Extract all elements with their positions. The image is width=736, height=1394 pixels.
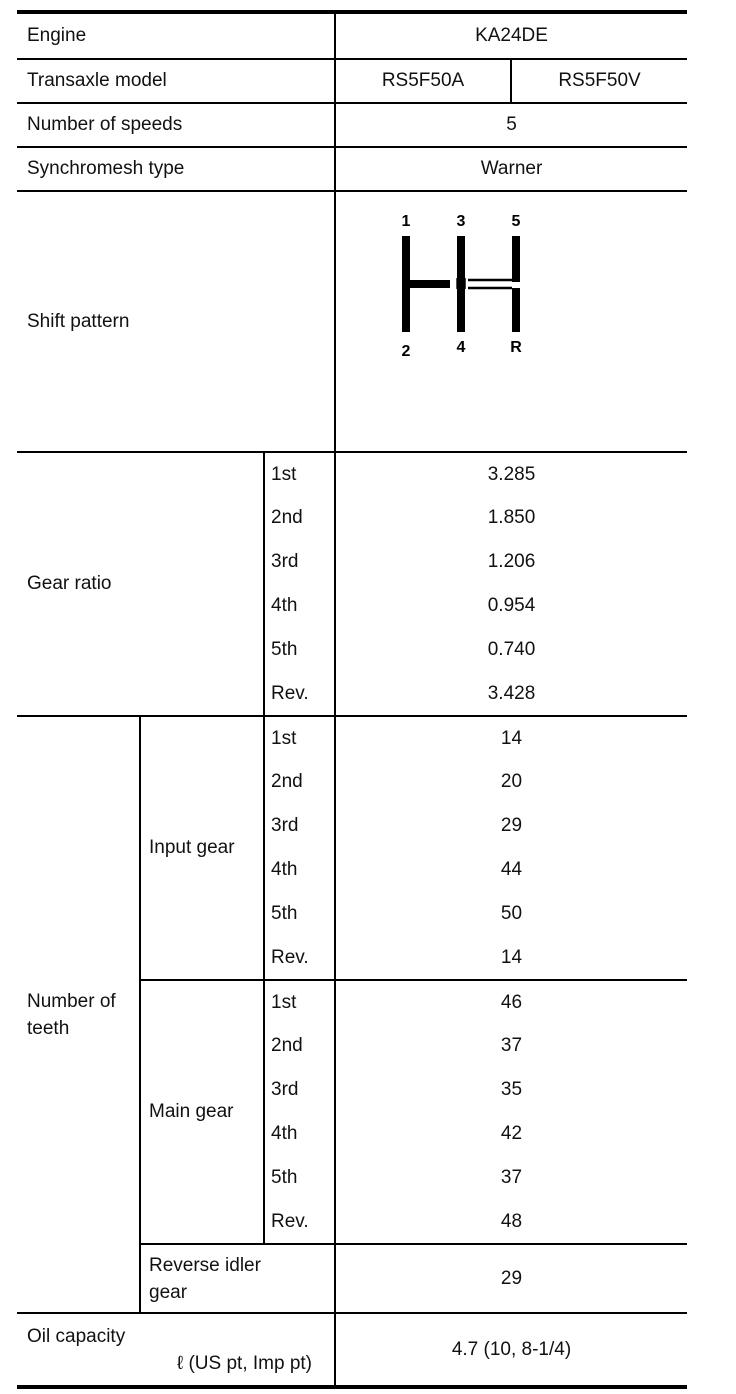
gear-ratio-gear: 5th [264, 628, 335, 672]
gear-r-label: R [510, 339, 522, 356]
gear-slot-1-2 [402, 236, 410, 332]
main-gear-value: 37 [500, 1035, 523, 1056]
gear-3-label: 3 [456, 213, 466, 230]
main-gear-value: 42 [500, 1123, 523, 1144]
main-gear-value: 37 [500, 1167, 523, 1188]
main-gear-value: 46 [335, 980, 687, 1024]
main-gear-gear: 4th [264, 1112, 335, 1156]
oil-capacity-label [17, 1313, 335, 1387]
main-gear-value: 35 [500, 1079, 523, 1100]
gear-ratio-value: 1.206 [487, 551, 536, 572]
neutral-label: N [455, 276, 467, 293]
oil-capacity-row [17, 1313, 687, 1387]
specifications-table [17, 10, 687, 1389]
main-gear-gear: 1st [264, 980, 335, 1024]
input-gear-gear: 3rd [264, 804, 335, 848]
main-gear-gear: 3rd [264, 1068, 335, 1112]
input-gear-value: 20 [500, 771, 523, 792]
gear-ratio-value: 1.850 [487, 507, 536, 528]
speeds-label: Number of speeds [17, 103, 335, 147]
synchromesh-value: Warner [335, 147, 687, 191]
main-gear-gear: 2nd [264, 1024, 335, 1068]
gear-slot-r [512, 288, 520, 332]
reverse-idler-label [140, 1244, 335, 1313]
oil-capacity-title: Oil capacity [27, 1325, 126, 1347]
gear-ratio-gear: 2nd [264, 496, 335, 540]
reverse-idler-line1: Reverse idler [149, 1254, 261, 1276]
oil-capacity-value: 4.7 (10, 8-1/4) [335, 1313, 687, 1387]
input-gear-gear: 2nd [264, 760, 335, 804]
gear-ratio-value: 0.740 [487, 639, 536, 660]
shift-pattern-cell [335, 191, 687, 452]
oil-capacity-unit: ℓ (US pt, Imp pt) [177, 1352, 312, 1374]
shift-pattern-row [17, 191, 687, 452]
synchromesh-label: Synchromesh type [17, 147, 335, 191]
input-gear-value: 50 [500, 903, 523, 924]
input-gear-value: 14 [500, 946, 523, 968]
input-gear-label: Input gear [140, 716, 264, 980]
number-of-teeth-label [17, 716, 140, 1313]
gear-ratio-gear: Rev. [264, 672, 335, 716]
gear-slot-5 [512, 236, 520, 282]
main-gear-gear: 5th [264, 1156, 335, 1200]
engine-label: Engine [17, 12, 335, 59]
number-of-teeth-line1: Number of [27, 990, 116, 1012]
speeds-row [17, 103, 687, 147]
input-gear-gear: 5th [264, 892, 335, 936]
input-gear-row [17, 716, 687, 760]
gear-2-label: 2 [401, 343, 411, 360]
gear-5-label: 5 [511, 213, 521, 230]
gear-ratio-gear: 3rd [264, 540, 335, 584]
engine-row [17, 12, 687, 59]
gear-ratio-label: Gear ratio [17, 452, 264, 716]
transaxle-label: Transaxle model [17, 59, 335, 103]
input-gear-value: 14 [335, 716, 687, 760]
gear-4-label: 4 [456, 339, 466, 356]
main-gear-label: Main gear [140, 980, 264, 1244]
transaxle-model-v: RS5F50V [511, 59, 687, 103]
shift-pattern-label: Shift pattern [17, 191, 335, 452]
gear-ratio-value: 3.285 [335, 452, 687, 496]
main-gear-value: 48 [500, 1210, 523, 1232]
gear-ratio-value: 3.428 [487, 682, 536, 704]
gear-ratio-row [17, 452, 687, 496]
neutral-bar [410, 280, 450, 288]
engine-value: KA24DE [335, 12, 687, 59]
gear-ratio-gear: 4th [264, 584, 335, 628]
input-gear-value: 44 [500, 859, 523, 880]
input-gear-gear: Rev. [264, 936, 335, 980]
transaxle-model-a: RS5F50A [335, 59, 511, 103]
speeds-value: 5 [335, 103, 687, 147]
main-gear-gear: Rev. [264, 1200, 335, 1244]
synchromesh-row [17, 147, 687, 191]
gear-1-label: 1 [401, 213, 411, 230]
number-of-teeth-line2: teeth [27, 1017, 70, 1039]
input-gear-gear: 4th [264, 848, 335, 892]
gear-ratio-gear: 1st [264, 452, 335, 496]
transaxle-row [17, 59, 687, 103]
input-gear-gear: 1st [264, 716, 335, 760]
gear-ratio-value: 0.954 [487, 595, 536, 616]
reverse-idler-line2: gear [149, 1281, 188, 1303]
input-gear-value: 29 [500, 815, 523, 836]
shift-pattern-diagram [336, 192, 688, 360]
reverse-idler-value: 29 [335, 1244, 687, 1313]
